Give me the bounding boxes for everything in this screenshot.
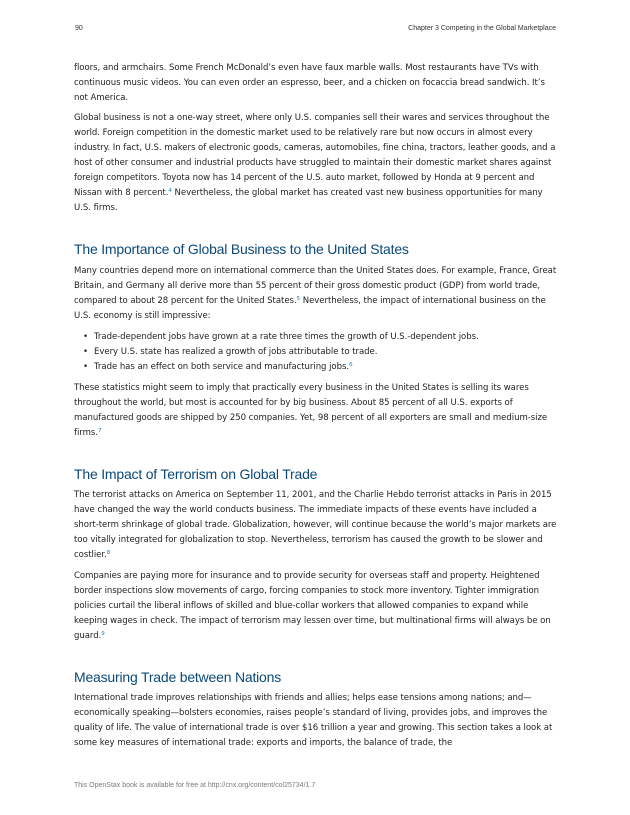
- list-item: [74, 360, 560, 375]
- measuring-paragraph-1: International trade improves relationships with friends and allies; helps ease tensions among nations; and—economically speaking—bolsters economies, raises people’s standard of living, provides jobs, and improves the quality of life. The value of international trade is over $16 trillion a year and growing. This section takes a look at some key measures of international trade: exports and imports, the balance of trade, the: [74, 693, 553, 748]
- page-number: 90: [75, 25, 83, 32]
- importance-paragraph-1-text-b: Nevertheless, the impact of international business on the U.S. economy is still impressive:: [74, 296, 546, 321]
- footnote-ref-5[interactable]: 5: [296, 296, 301, 302]
- running-header: [75, 25, 556, 37]
- intro-paragraph-2: [74, 111, 560, 216]
- list-item-text: Trade has an effect on both service and manufacturing jobs.: [94, 362, 350, 372]
- chapter-title: Chapter 3 Competing in the Global Marketplace: [408, 25, 556, 32]
- terrorism-paragraph-1-text: The terrorist attacks on America on September 11, 2001, and the Charlie Hebdo terrorist attacks in Paris in 2015 have changed the way the world conducts business. The immediate impacts of these events have included a short-term shrinkage of global trade. Globalization, however, will continue because the world’s major markets are too vitally integrated for globalization to stop. Nevertheless, terrorism has caused the growth to be slower and costlier.: [74, 490, 557, 560]
- terrorism-paragraph-2-text: Companies are paying more for insurance and to provide security for overseas staff and property. Heightened border inspections slow movements of cargo, forcing companies to stock more inventory. Tighter immigration policies curtail the liberal inflows of skilled and blue-collar workers that allowed companies to expand while keeping wages in check. The impact of terrorism may lessen over time, but multinational firms will always be on guard.: [74, 571, 551, 641]
- section-heading-terrorism: The Impact of Terrorism on Global Trade: [74, 466, 318, 482]
- importance-paragraph-2-text: These statistics might seem to imply that practically every business in the United States is selling its wares throughout the world, but most is accounted for by big business. About 85 percent of all U.S. exports of manufactured goods are shipped by 250 companies. Yet, 98 percent of all exporters are small and medium-size firms.: [74, 383, 548, 438]
- terrorism-paragraph-1: [74, 488, 560, 563]
- list-item: [74, 330, 560, 345]
- footnote-ref-8[interactable]: 8: [106, 550, 111, 556]
- bullet-icon: •: [83, 362, 88, 372]
- terrorism-paragraph-2: [74, 569, 560, 644]
- importance-paragraph-2: [74, 381, 560, 441]
- page-footer: This OpenStax book is available for free at http://cnx.org/content/col25734/1.7: [74, 782, 316, 789]
- bullet-icon: •: [83, 332, 88, 342]
- importance-paragraph-1-text-a: Many countries depend more on international commerce than the United States does. For example, France, Great Britain, and Germany all derive more than 55 percent of their gross domestic product (GDP) from world trade, compared to about 28 percent for the United States.: [74, 266, 557, 306]
- list-item-text: Trade-dependent jobs have grown at a rate three times the growth of U.S.-dependent jobs.: [94, 332, 479, 342]
- footnote-ref-9[interactable]: 9: [101, 631, 105, 637]
- bullet-icon: •: [83, 347, 88, 357]
- section-heading-measuring: Measuring Trade between Nations: [74, 669, 282, 685]
- footnote-ref-7[interactable]: 7: [97, 428, 102, 434]
- importance-paragraph-1: [74, 264, 560, 324]
- list-item-text: Every U.S. state has realized a growth of jobs attributable to trade.: [94, 347, 378, 357]
- intro-paragraph-2-text-a: Global business is not a one-way street, where only U.S. companies sell their wares and services throughout the world. Foreign competition in the domestic market used to be relatively rare but now occurs in almost every industry. In fact, U.S. makers of electronic goods, cameras, automobiles, fine china, tractors, leather goods, and a host of other consumer and industrial products have struggled to maintain their domestic market shares against foreign competitors. Toyota now has 14 percent of the U.S. auto market, followed by Honda at 9 percent and Nissan with 8 percent.: [74, 113, 556, 198]
- page-body: [74, 61, 560, 757]
- footnote-ref-6[interactable]: 6: [349, 362, 353, 368]
- intro-paragraph-1: floors, and armchairs. Some French McDonald’s even have faux marble walls. Most restaurants have TVs with continuous music videos. You can even order an espresso, beer, and a chicken on focaccia bread sandwich. It’s not America.: [74, 63, 545, 103]
- list-item: [74, 345, 560, 360]
- section-heading-importance: The Importance of Global Business to the United States: [74, 241, 409, 257]
- trade-facts-list: [74, 330, 560, 375]
- footnote-ref-4[interactable]: 4: [168, 188, 172, 194]
- intro-paragraph-2-text-b: Nevertheless, the global market has created vast new business opportunities for many U.S. firms.: [74, 188, 543, 213]
